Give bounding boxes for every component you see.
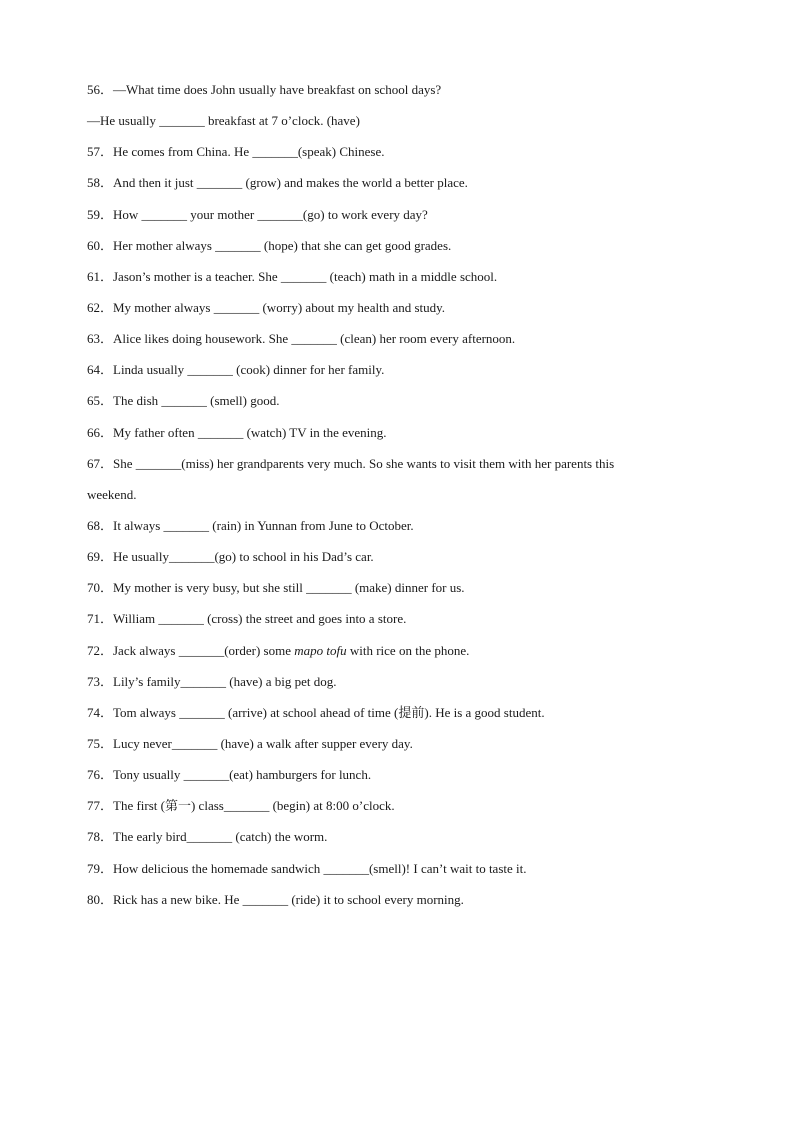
exercise-list [87, 80, 687, 921]
exercise-60: 60．Her mother always _______ (hope) that she can get good grades. [87, 237, 452, 253]
exercise-76: 76．Tony usually _______(eat) hamburgers for lunch. [87, 767, 372, 783]
exercise-71: 71．William _______ (cross) the street and goes into a store. [87, 611, 407, 627]
exercise-59: 59．How _______ your mother _______(go) to work every day? [87, 206, 428, 222]
exercise-78: 78．The early bird_______ (catch) the worm. [87, 829, 328, 845]
exercise-73: 73．Lily’s family_______ (have) a big pet dog. [87, 673, 337, 689]
exercise-68: 68．It always _______ (rain) in Yunnan from June to October. [87, 517, 414, 533]
exercise-72: 72．Jack always _______(order) some mapo tofu with rice on the phone. [87, 642, 470, 658]
exercise-64: 64．Linda usually _______ (cook) dinner for her family. [87, 362, 385, 378]
exercise-56-question: 56．—What time does John usually have breakfast on school days? [87, 82, 442, 97]
exercise-75: 75．Lucy never_______ (have) a walk after supper every day. [87, 735, 413, 751]
exercise-74: 74．Tom always _______ (arrive) at school ahead of time (提前). He is a good student. [87, 704, 545, 720]
exercise-58: 58．And then it just _______ (grow) and makes the world a better place. [87, 175, 468, 191]
exercise-67: 67．She _______(miss) her grandparents very much. So she wants to visit them with her parents this [87, 455, 615, 471]
exercise-56-answer-line: —He usually _______ breakfast at 7 o’clock. (have) [87, 113, 360, 129]
exercise-62: 62．My mother always _______ (worry) about my health and study. [87, 299, 446, 315]
exercise-70: 70．My mother is very busy, but she still _______ (make) dinner for us. [87, 580, 465, 596]
exercise-77: 77．The first (第一) class_______ (begin) at 8:00 o’clock. [87, 798, 395, 814]
exercise-69: 69．He usually_______(go) to school in his Dad’s car. [87, 549, 374, 565]
exercise-61: 61．Jason’s mother is a teacher. She _______ (teach) math in a middle school. [87, 268, 498, 284]
exercise-67-continued: weekend. [87, 486, 137, 502]
exercise-57: 57．He comes from China. He _______(speak) Chinese. [87, 144, 385, 160]
exercise-65: 65．The dish _______ (smell) good. [87, 393, 280, 409]
exercise-63: 63．Alice likes doing housework. She _______ (clean) her room every afternoon. [87, 331, 516, 347]
italic-dish-name: mapo tofu [294, 642, 347, 658]
exercise-66: 66．My father often _______ (watch) TV in the evening. [87, 424, 387, 440]
exercise-79: 79．How delicious the homemade sandwich _______(smell)! I can’t wait to taste it. [87, 860, 527, 876]
exercise-80: 80．Rick has a new bike. He _______ (ride) it to school every morning. [87, 891, 464, 907]
